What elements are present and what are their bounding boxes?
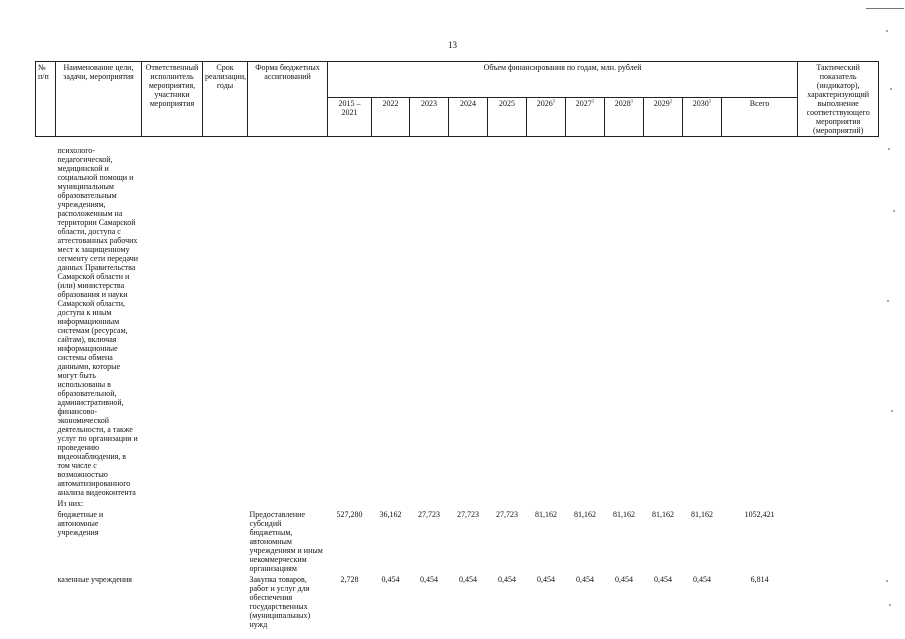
scan-speck	[893, 210, 895, 212]
scan-speck	[890, 88, 892, 90]
year-header: 2026$^1$	[527, 98, 566, 137]
scan-speck	[887, 300, 889, 302]
scan-speck	[889, 604, 891, 606]
table-row	[36, 509, 879, 574]
of-them-label: Из них:	[57, 499, 84, 508]
year-header: 2024	[449, 98, 488, 137]
header-indicator: Тактический показатель (индикатор), характеризующий выполнение соответствующего мероприятия (мероприятий)	[798, 62, 879, 137]
year-header: 2023	[410, 98, 449, 137]
table-row	[36, 574, 879, 630]
header-volume: Объем финансирования по годам, млн. рублей	[328, 62, 798, 98]
value-cell: 0,454	[537, 575, 555, 584]
header-num: № п/п	[36, 62, 56, 137]
year-header: 2029$^1$	[644, 98, 683, 137]
scan-speck	[886, 580, 888, 582]
scan-speck	[891, 410, 893, 412]
of-them-row	[36, 498, 879, 509]
total-header: Всего	[722, 98, 798, 137]
header-responsible: Ответственный исполнитель мероприятия, участники мероприятия	[142, 62, 203, 137]
year-header: 2028$^1$	[605, 98, 644, 137]
header-form: Форма бюджетных ассигнований	[248, 62, 328, 137]
year-header: 2030$^1$	[683, 98, 722, 137]
header-name: Наименование цели, задачи, мероприятия	[56, 62, 142, 137]
top-margin-rule	[866, 8, 904, 9]
row-form: Закупка товаров, работ и услуг для обеспечения государственных (муниципальных) нужд	[249, 575, 311, 629]
value-cell: 0,454	[615, 575, 633, 584]
value-cell: 0,454	[654, 575, 672, 584]
value-cell: 81,162	[652, 510, 674, 519]
value-cell: 2,728	[340, 575, 359, 584]
year-header: 2025	[488, 98, 527, 137]
row-name: бюджетные и автономные учреждения	[57, 510, 104, 537]
value-cell: 27,723	[457, 510, 479, 519]
total-cell: 6,814	[750, 575, 769, 584]
year-header: 2022	[372, 98, 410, 137]
row-form: Предоставление субсидий бюджетным, автономным учреждениям и иным некоммерческим организациям	[249, 510, 323, 573]
year-header: 2015 – 2021	[328, 98, 372, 137]
total-cell: 1052,421	[744, 510, 775, 519]
value-cell: 0,454	[693, 575, 711, 584]
header-period: Срок реализации, годы	[203, 62, 248, 137]
value-cell: 81,162	[574, 510, 596, 519]
value-cell: 36,162	[379, 510, 402, 519]
value-cell: 0,454	[498, 575, 516, 584]
year-header: 2027$^1$	[566, 98, 605, 137]
header-row	[36, 62, 879, 98]
scan-speck	[886, 30, 888, 32]
description-row	[36, 137, 879, 499]
page-number: 13	[448, 40, 457, 50]
financing-table	[35, 61, 879, 630]
value-cell: 81,162	[691, 510, 713, 519]
value-cell: 81,162	[535, 510, 557, 519]
value-cell: 27,723	[418, 510, 440, 519]
value-cell: 0,454	[459, 575, 477, 584]
value-cell: 27,723	[496, 510, 518, 519]
scan-speck	[888, 148, 890, 150]
value-cell: 527,280	[336, 510, 363, 519]
value-cell: 0,454	[576, 575, 594, 584]
value-cell: 81,162	[613, 510, 635, 519]
value-cell: 0,454	[420, 575, 438, 584]
measure-description: психолого-педагогической, медицинской и социальной помощи и муниципальным образовательным учреждениям, расположенным на территории Самарской области, доступа с аттестованных рабочих мест к защищенному сегменту сети передачи данных Правительства Самарской области и (или) министерства образования и науки Самарской области, доступа к иным информационным системам (ресурсам, сайтам), включая информационные системы обмена данными, которые могут быть использованы в образовательной, административной, финансово-экономической деятельности, а также услуг по организации и проведению видеонаблюдения, в том числе с возможностью автоматизированного анализа видеоконтента	[57, 146, 139, 497]
value-cell: 0,454	[381, 575, 400, 584]
row-name: казенные учреждения	[57, 575, 132, 584]
